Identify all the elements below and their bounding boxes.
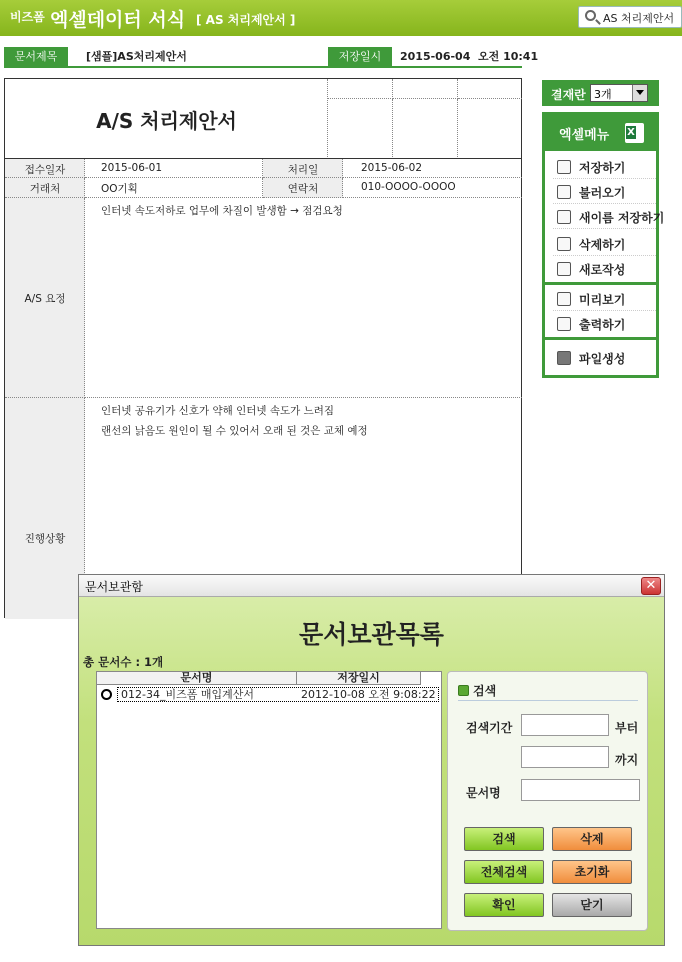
column-header-name[interactable]: 문서명 <box>97 672 297 685</box>
trash-icon <box>557 237 571 251</box>
menu-item-preview[interactable] <box>553 287 656 311</box>
excel-icon <box>625 123 644 143</box>
brand-logo: 비즈폼 <box>10 10 45 24</box>
docname-input[interactable] <box>521 779 640 801</box>
search-panel-icon <box>458 685 469 696</box>
approval-count-select[interactable] <box>590 84 648 102</box>
excel-menu-title: 엑셀메뉴 <box>559 128 610 143</box>
period-to-input[interactable] <box>521 746 609 768</box>
search-input[interactable] <box>578 6 682 28</box>
menu-item-label: 새로작성 <box>579 263 626 277</box>
delete-button[interactable]: 삭제 <box>552 827 632 851</box>
ok-button[interactable]: 확인 <box>464 893 544 917</box>
receipt-date-label: 접수일자 <box>24 164 66 176</box>
search-button[interactable]: 검색 <box>464 827 544 851</box>
progress-label-cell <box>5 398 85 619</box>
menu-item-save[interactable] <box>553 155 656 179</box>
menu-divider <box>545 282 656 285</box>
folder-icon <box>557 351 571 365</box>
process-date-label: 처리일 <box>287 164 319 176</box>
search-icon <box>585 10 596 21</box>
excel-menu <box>542 112 665 378</box>
period-from-input[interactable] <box>521 714 609 736</box>
document-list[interactable] <box>96 671 442 929</box>
menu-item-delete[interactable] <box>553 232 656 256</box>
menu-item-label: 미리보기 <box>579 293 626 307</box>
progress-line: 랜선의 낡음도 원인이 될 수 있어서 오래 된 것은 교체 예정 <box>101 425 368 437</box>
dialog-titlebar[interactable] <box>79 575 664 597</box>
menu-item-label: 불러오기 <box>579 186 626 200</box>
dialog-title: 문서보관함 <box>85 580 143 594</box>
process-date-cell[interactable] <box>343 159 522 178</box>
contact-label-cell <box>263 178 343 198</box>
close-icon[interactable]: ✕ <box>641 577 661 595</box>
request-content-cell[interactable] <box>85 198 522 398</box>
approval-sign-cell[interactable] <box>393 99 458 159</box>
excel-menu-header <box>545 115 656 151</box>
app-header <box>0 0 682 36</box>
search-panel-header <box>458 682 496 699</box>
client-value: OO기획 <box>101 183 138 195</box>
period-from-suffix: 부터 <box>615 721 639 735</box>
menu-item-save-as[interactable] <box>553 205 665 229</box>
menu-item-label: 저장하기 <box>579 161 626 175</box>
menu-item-create-file[interactable] <box>553 346 656 370</box>
search-panel-title: 검색 <box>473 684 497 698</box>
menu-item-label: 파일생성 <box>579 352 626 366</box>
search-all-button[interactable]: 전체검색 <box>464 860 544 884</box>
dialog-heading: 문서보관목록 <box>299 620 444 649</box>
load-icon <box>557 185 571 199</box>
page-subtitle: [ AS 처리제안서 ] <box>196 13 296 27</box>
process-date-value: 2015-06-02 <box>361 162 423 174</box>
search-value: AS 처리제안서 <box>603 12 675 25</box>
document-count: 총 문서수 : 1개 <box>83 655 164 669</box>
app-title: 엑셀데이터 서식 <box>50 9 186 31</box>
request-line: 인터넷 속도저하로 업무에 차질이 발생함 → 점검요청 <box>101 205 343 217</box>
contact-cell[interactable] <box>343 178 522 198</box>
progress-line: 인터넷 공유기가 신호가 약해 인터넷 속도가 느려짐 <box>101 405 335 417</box>
client-label: 거래처 <box>29 183 61 195</box>
receipt-date-cell[interactable] <box>85 159 263 178</box>
document-date: 2012-10-08 오전 9:08:22 <box>301 688 436 701</box>
menu-item-load[interactable] <box>553 180 656 204</box>
progress-label: 진행상황 <box>24 533 66 545</box>
form-heading-cell <box>5 79 328 159</box>
preview-icon <box>557 292 571 306</box>
client-label-cell <box>5 178 85 198</box>
process-date-label-cell <box>263 159 343 178</box>
approval-sign-cell[interactable] <box>458 99 522 159</box>
doc-title-label: 문서제목 <box>4 47 68 67</box>
chevron-down-icon[interactable] <box>632 85 647 101</box>
search-panel <box>447 671 648 931</box>
saved-at-value: 2015-06-04 오전 10:41 <box>400 50 539 63</box>
menu-item-label: 출력하기 <box>579 318 626 332</box>
request-label-cell <box>5 198 85 398</box>
menu-item-new[interactable] <box>553 257 656 281</box>
doc-title-value[interactable]: [샘플]AS처리제안서 <box>86 50 187 63</box>
close-button[interactable]: 닫기 <box>552 893 632 917</box>
approval-cell[interactable] <box>328 79 393 99</box>
contact-label: 연락처 <box>287 183 319 195</box>
approval-cell[interactable] <box>393 79 458 99</box>
client-cell[interactable] <box>85 178 263 198</box>
approval-label: 결재란 <box>551 88 586 102</box>
menu-item-label: 삭제하기 <box>579 238 626 252</box>
approval-cell[interactable] <box>458 79 522 99</box>
document-archive-dialog <box>78 574 665 946</box>
request-label: A/S 요정 <box>24 293 66 305</box>
menu-divider <box>545 337 656 340</box>
column-header-date[interactable]: 저장일시 <box>297 672 421 685</box>
as-proposal-form <box>4 78 522 618</box>
docname-label: 문서명 <box>466 786 501 800</box>
form-heading: A/S 처리제안서 <box>96 109 237 133</box>
info-divider <box>4 66 522 68</box>
list-item[interactable] <box>117 687 439 702</box>
row-radio[interactable] <box>101 689 112 700</box>
approval-sign-cell[interactable] <box>328 99 393 159</box>
period-to-suffix: 까지 <box>615 753 639 767</box>
save-icon <box>557 160 571 174</box>
period-label: 검색기간 <box>466 721 513 735</box>
search-panel-divider <box>458 700 638 701</box>
document-name: 012-34_비즈폼 매입계산서 <box>121 688 254 701</box>
save-as-icon <box>557 210 571 224</box>
new-doc-icon <box>557 262 571 276</box>
saved-at-label: 저장일시 <box>328 47 392 67</box>
menu-item-print[interactable] <box>553 312 656 336</box>
receipt-date-label-cell <box>5 159 85 178</box>
contact-value: 010-OOOO-OOOO <box>361 181 456 193</box>
receipt-date-value: 2015-06-01 <box>101 162 163 174</box>
approval-count-value: 3개 <box>594 88 612 101</box>
print-icon <box>557 317 571 331</box>
reset-button[interactable]: 초기화 <box>552 860 632 884</box>
menu-item-label: 새이름 저장하기 <box>579 211 665 225</box>
